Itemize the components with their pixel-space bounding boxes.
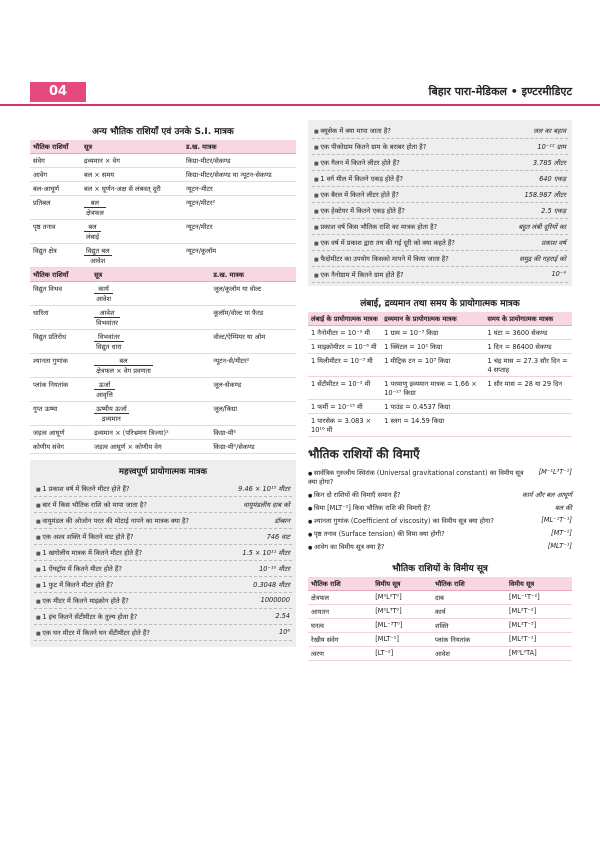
numerator: बल: [94, 356, 153, 366]
si-units-table: [30, 140, 296, 268]
fraction: [84, 222, 101, 241]
quantity-cell: बल-आघूर्ण: [30, 182, 81, 196]
question: ■ एक नैनोग्राम में कितने ग्राम होते हैं?: [314, 270, 403, 279]
dimension-item: [308, 488, 572, 501]
quantity-cell: धारिता: [30, 306, 91, 330]
quantity-cell: कोणीय संवेग: [30, 440, 91, 454]
table-cell: [484, 414, 572, 437]
table-cell: [MLT⁻¹]: [372, 633, 432, 647]
answer: जल का बहाव: [533, 127, 566, 135]
unit-cell: न्यूटन-मीटर: [183, 182, 296, 196]
exp-header: द्रव्यमान के प्रायोगात्मक मात्रक: [381, 312, 484, 326]
unit-cell: किग्रा-मीटर/सेकण्ड या न्यूटन-सेकण्ड: [183, 168, 296, 182]
formula-cell: बल × घूर्णन-अक्ष से लंबवत् दूरी: [81, 182, 183, 196]
unit-cell: जूल-सेकण्ड: [210, 378, 296, 402]
qa-item: [312, 235, 568, 251]
denominator: आवृत्ति: [96, 391, 113, 399]
answer: 640 एकड़: [539, 175, 566, 183]
qa-item: [34, 609, 292, 625]
table-cell: आवेश: [432, 647, 506, 661]
answer: डॉब्सन: [274, 517, 290, 525]
table-row: [30, 440, 296, 454]
numerator: आवेश: [94, 308, 120, 318]
question: ● सार्वत्रिक गुरुत्वीय स्थिरांक (Universal gravitational constant) का विमीय सूत्र क्या होगा?: [308, 468, 535, 486]
table-row: [30, 196, 296, 220]
unit-cell: जूल/किग्रा: [210, 402, 296, 426]
si-table-title: अन्य भौतिक राशियाँ एवं उनके S.I. मात्रक: [92, 127, 234, 137]
si-header: सूत्र: [81, 140, 183, 154]
answer: बहुत लंबी दूरियों का: [518, 223, 566, 231]
quantity-cell: प्लांक नियतांक: [30, 378, 91, 402]
qa-item: [34, 561, 292, 577]
table-row: [30, 182, 296, 196]
quantity-cell: विद्युत विभव: [30, 282, 91, 306]
table-cell: 1 माइक्रोमीटर = 10⁻⁶ मी: [308, 340, 381, 354]
fraction: [84, 246, 112, 265]
answer: 1000000: [260, 596, 290, 604]
table-cell: कार्य: [432, 605, 506, 619]
dim-header: भौतिक राशि: [308, 577, 372, 591]
dimension-item: [308, 527, 572, 540]
fraction: [94, 380, 115, 399]
numerator: कार्य: [94, 284, 113, 294]
left-column: [30, 120, 296, 647]
answer: [MT⁻²]: [551, 529, 572, 537]
dim-header: विमीय सूत्र: [506, 577, 572, 591]
dim-table-title: भौतिक राशियों के विमीय सूत्र: [392, 564, 488, 574]
numerator: बल: [84, 222, 101, 232]
answer: 10⁶: [278, 628, 290, 636]
answer: समुद्र की गहराई को: [519, 255, 566, 263]
answer: 9.46 × 10¹⁵ मीटर: [238, 485, 290, 493]
table-cell: [ML⁻³T⁰]: [372, 619, 432, 633]
answer: 746 वाट: [266, 533, 290, 541]
qa-item: [312, 123, 568, 139]
table-row: [30, 402, 296, 426]
dimension-formula-table: [308, 577, 572, 661]
question: ■ 1 प्रकाश वर्ष में कितने मीटर होते हैं?: [36, 484, 129, 493]
unit-cell: किग्रा-मी²/सेकण्ड: [210, 440, 296, 454]
formula-cell: द्रव्यमान × वेग: [81, 154, 183, 168]
fraction: [94, 308, 120, 327]
table-row: [30, 378, 296, 402]
dimension-item: [308, 501, 572, 514]
table-row: [30, 154, 296, 168]
answer: वायुमंडलीय दाब को: [243, 501, 290, 509]
table-cell: 1 चंद्र मास = 27.3 सौर दिन = 4 सप्ताह: [484, 354, 572, 377]
table-cell: [ML²T⁻³]: [506, 619, 572, 633]
question: ● पृष्ठ तनाव (Surface tension) की विमा क्या होगी?: [308, 529, 445, 538]
experimental-units-table: [308, 312, 572, 437]
question: ■ क्यूसेक में क्या मापा जाता है?: [314, 126, 391, 135]
table-row: [30, 282, 296, 306]
table-cell: 1 पाउंड = 0.4537 किग्रा: [381, 400, 484, 414]
question: ■ बार में किस भौतिक राशि को मापा जाता है?: [36, 500, 147, 509]
table-cell: रेखीय संवेग: [308, 633, 372, 647]
qa-item: [34, 625, 292, 641]
answer: 2.54: [275, 612, 290, 620]
quantity-cell: विद्युत क्षेत्र: [30, 244, 81, 268]
table-row: [308, 340, 572, 354]
qa-item: [312, 155, 568, 171]
table-row: [30, 330, 296, 354]
formula-cell: [91, 378, 210, 402]
unit-cell: न्यूटन/कूलॉम: [183, 244, 296, 268]
table-cell: 1 फर्मी = 10⁻¹⁵ मी: [308, 400, 381, 414]
question: ■ एक बैरल में कितने लीटर होते हैं?: [314, 190, 399, 199]
unit-cell: न्यूटन-से/मीटर²: [210, 354, 296, 378]
formula-cell: [91, 354, 210, 378]
answer: [M⁻¹L³T⁻²]: [538, 468, 572, 476]
qa-item: [312, 267, 568, 283]
qa-item: [312, 219, 568, 235]
question: ■ फैदोमीटर का उपयोग किसको मापने में किया जाता है?: [314, 254, 449, 263]
unit-cell: न्यूटन/मीटर²: [183, 196, 296, 220]
qa-box: [308, 120, 572, 286]
question: ■ 1 खगोलीय मात्रक में कितने मीटर होते हैं?: [36, 548, 142, 557]
question: ● श्यानता गुणांक (Coefficient of viscosity) का विमीय सूत्र क्या होगा?: [308, 516, 494, 525]
table-cell: 1 पारसेक = 3.083 × 10¹⁶ मी: [308, 414, 381, 437]
unit-cell: जूल/कूलॉम या वोल्ट: [210, 282, 296, 306]
table-cell: [M⁰L²T⁰]: [372, 591, 432, 605]
denominator: आवेश: [96, 295, 111, 303]
exp-header: लंबाई के प्रायोगात्मक मात्रक: [308, 312, 381, 326]
exp-header: समय के प्रायोगात्मक मात्रक: [484, 312, 572, 326]
unit-cell: किग्रा-मी²: [210, 426, 296, 440]
table-row: [308, 633, 572, 647]
question: ● आवेग का विमीय सूत्र क्या है?: [308, 542, 384, 551]
table-cell: [ML⁻¹T⁻²]: [506, 591, 572, 605]
table-row: [308, 400, 572, 414]
table-cell: 1 सेंटीमीटर = 10⁻² मी: [308, 377, 381, 400]
dimension-item: [308, 514, 572, 527]
answer: 10⁻⁹: [551, 270, 566, 278]
qa-item: [34, 481, 292, 497]
fraction: [94, 404, 129, 423]
table-cell: [LT⁻²]: [372, 647, 432, 661]
qa-item: [312, 251, 568, 267]
quantity-cell: प्रतिबल: [30, 196, 81, 220]
dim-header: विमीय सूत्र: [372, 577, 432, 591]
question: ■ प्रकाश वर्ष किस भौतिक राशि का मात्रक होता है?: [314, 222, 437, 231]
qa-item: [312, 171, 568, 187]
denominator: द्रव्यमान: [101, 415, 121, 423]
table-row: [308, 591, 572, 605]
question: ● किन दो राशियों की विमाएँ समान हैं?: [308, 490, 401, 499]
table-cell: [ML²T⁻¹]: [506, 633, 572, 647]
table-row: [308, 605, 572, 619]
qa-item: [34, 529, 292, 545]
answer: [MLT⁻¹]: [547, 542, 572, 550]
question: ■ 1 फुट में कितने मीटर होते हैं?: [36, 580, 113, 589]
table-row: [308, 326, 572, 340]
quantity-cell: श्यानता गुणांक: [30, 354, 91, 378]
question: ■ एक पीकोग्राम कितने ग्राम के बराबर होता है?: [314, 142, 426, 151]
units-box-title: महत्त्वपूर्ण प्रायोगात्मक मात्रक: [118, 467, 208, 477]
formula-cell: [91, 330, 210, 354]
table-cell: घनत्व: [308, 619, 372, 633]
denominator: विद्युत धारा: [96, 343, 122, 351]
table-row: [308, 354, 572, 377]
page-number: 04: [30, 82, 86, 102]
table-cell: 1 क्विंटल = 10² किग्रा: [381, 340, 484, 354]
table-cell: 1 मीट्रिक टन = 10³ किग्रा: [381, 354, 484, 377]
question: ■ एक मीटर में कितने माइक्रोन होते हैं?: [36, 596, 129, 605]
table-row: [30, 306, 296, 330]
qa-item: [312, 187, 568, 203]
table-cell: शक्ति: [432, 619, 506, 633]
quantity-cell: संवेग: [30, 154, 81, 168]
numerator: ऊष्मीय ऊर्जा: [96, 405, 127, 413]
units-box: [30, 460, 296, 647]
table-row: [308, 647, 572, 661]
dimension-item: [308, 466, 572, 488]
dimensions-title: भौतिक राशियों की विमाएँ: [308, 447, 420, 461]
formula-cell: [81, 196, 183, 220]
fraction: [94, 332, 124, 351]
answer: 3.785 लीटर: [532, 159, 566, 167]
numerator: बल: [84, 198, 106, 208]
quantity-cell: गुप्त ऊष्मा: [30, 402, 91, 426]
denominator: लंबाई: [85, 233, 100, 241]
quantity-cell: आवेग: [30, 168, 81, 182]
unit-cell: न्यूटन/मीटर: [183, 220, 296, 244]
qa-item: [312, 203, 568, 219]
table-cell: दाब: [432, 591, 506, 605]
si-header: ड.ख. मात्रक: [183, 140, 296, 154]
fraction: [94, 284, 113, 303]
formula-cell: [91, 402, 210, 426]
table-cell: प्लांक नियतांक: [432, 633, 506, 647]
quantity-cell: पृष्ठ तनाव: [30, 220, 81, 244]
numerator: ऊर्जा: [94, 380, 115, 390]
table-cell: त्वरण: [308, 647, 372, 661]
answer: प्रकाश वर्ष: [541, 239, 566, 247]
question: ■ 1 इंच कितने सेंटीमीटर के तुल्य होता है?: [36, 612, 137, 621]
numerator: विद्युत बल: [85, 247, 110, 255]
denominator: क्षेत्रफल: [85, 209, 104, 217]
answer: बल की: [554, 504, 572, 512]
question: ■ एक अश्व शक्ति में कितने वाट होते हैं?: [36, 532, 134, 541]
question: ● विमा [MLT⁻²] किस भौतिक राशि की विमाएँ हैं?: [308, 503, 431, 512]
si2-header: भौतिक राशियाँ: [30, 268, 91, 282]
question: ■ एक वर्ष में प्रकाश द्वारा तय की गई दूरी को क्या कहते हैं?: [314, 238, 455, 247]
unit-cell: कूलॉम/वोल्ट या फैरड: [210, 306, 296, 330]
denominator: क्षेत्रफल × वेग प्रवणता: [96, 367, 151, 375]
table-cell: [M⁰L⁰TA]: [506, 647, 572, 661]
question: ■ एक गैलन में कितने लीटर होते हैं?: [314, 158, 400, 167]
right-column: [308, 120, 572, 661]
table-cell: [484, 400, 572, 414]
formula-cell: [91, 306, 210, 330]
qa-item: [34, 545, 292, 561]
si2-header: ड.ख. मात्रक: [210, 268, 296, 282]
formula-cell: [91, 282, 210, 306]
table-row: [308, 619, 572, 633]
qa-item: [34, 497, 292, 513]
answer: 0.3048 मीटर: [253, 581, 290, 589]
table-cell: 1 नैनोमीटर = 10⁻⁹ मी: [308, 326, 381, 340]
formula-cell: जड़त्व आघूर्ण × कोणीय वेग: [91, 440, 210, 454]
question: ■ 1 ऐंग्स्ट्रॉम में कितने मीटर होते हैं?: [36, 564, 122, 573]
dim-header: भौतिक राशि: [432, 577, 506, 591]
qa-item: [312, 139, 568, 155]
quantity-cell: जड़त्व आघूर्ण: [30, 426, 91, 440]
answer: 158.987 लीटर: [524, 191, 566, 199]
table-row: [308, 414, 572, 437]
formula-cell: [81, 220, 183, 244]
table-cell: 1 स्लग = 14.59 किग्रा: [381, 414, 484, 437]
si-units-table-2: [30, 268, 296, 454]
table-row: [30, 220, 296, 244]
question: ■ 1 वर्ग मील में कितने एकड़ होते हैं?: [314, 174, 403, 183]
exp-table-title: लंबाई, द्रव्यमान तथा समय के प्रायोगात्मक मात्रक: [360, 299, 520, 309]
table-cell: 1 घंटा = 3600 सेकण्ड: [484, 326, 572, 340]
table-row: [30, 426, 296, 440]
unit-cell: किग्रा-मीटर/सेकण्ड: [183, 154, 296, 168]
answer: 10⁻¹⁰ मीटर: [259, 565, 290, 573]
question: ■ एक हेक्टेयर में कितने एकड़ होते हैं?: [314, 206, 405, 215]
denominator: आवेश: [90, 257, 106, 265]
answer: [ML⁻¹T⁻¹]: [541, 516, 572, 524]
table-row: [30, 244, 296, 268]
formula-cell: द्रव्यमान × (परिभ्रमण त्रिज्या)²: [91, 426, 210, 440]
answer: 1.5 × 10¹¹ मीटर: [242, 549, 290, 557]
formula-cell: [81, 244, 183, 268]
book-title: बिहार पारा-मेडिकल • इण्टरमीडिएट: [428, 85, 572, 98]
dimension-item: [308, 540, 572, 553]
table-row: [30, 168, 296, 182]
fraction: [94, 356, 153, 375]
table-cell: 1 दिन = 86400 सेकण्ड: [484, 340, 572, 354]
fraction: [84, 198, 106, 217]
table-cell: 1 मिलीमीटर = 10⁻³ मी: [308, 354, 381, 377]
question: ■ एक घन मीटर में कितने घन सेंटीमीटर होते हैं?: [36, 628, 150, 637]
answer: 10⁻¹² ग्राम: [537, 143, 566, 151]
quantity-cell: विद्युत प्रतिरोध: [30, 330, 91, 354]
table-cell: [M⁰L³T⁰]: [372, 605, 432, 619]
formula-cell: बल × समय: [81, 168, 183, 182]
table-cell: 1 ग्राम = 10⁻³ किग्रा: [381, 326, 484, 340]
answer: कार्य और बल आघूर्ण: [522, 491, 572, 499]
answer: 2.5 एकड़: [541, 207, 566, 215]
table-cell: आयतन: [308, 605, 372, 619]
si-header: भौतिक राशियाँ: [30, 140, 81, 154]
numerator: विभवांतर: [94, 332, 124, 342]
table-cell: क्षेत्रफल: [308, 591, 372, 605]
qa-item: [34, 577, 292, 593]
qa-item: [34, 593, 292, 609]
table-cell: [ML²T⁻²]: [506, 605, 572, 619]
table-cell: 1 परमाणु द्रव्यमान मात्रक = 1.66 × 10⁻²⁷ किग्रा: [381, 377, 484, 400]
si2-header: सूत्र: [91, 268, 210, 282]
table-row: [30, 354, 296, 378]
table-row: [308, 377, 572, 400]
unit-cell: वोल्ट/ऐम्पियर या ओम: [210, 330, 296, 354]
qa-item: [34, 513, 292, 529]
question: ■ वायुमंडल की ओजोन परत की मोटाई नापने का मात्रक क्या है?: [36, 516, 189, 525]
table-cell: 1 सौर मास = 28 या 29 दिन: [484, 377, 572, 400]
denominator: विभवांतर: [96, 319, 118, 327]
